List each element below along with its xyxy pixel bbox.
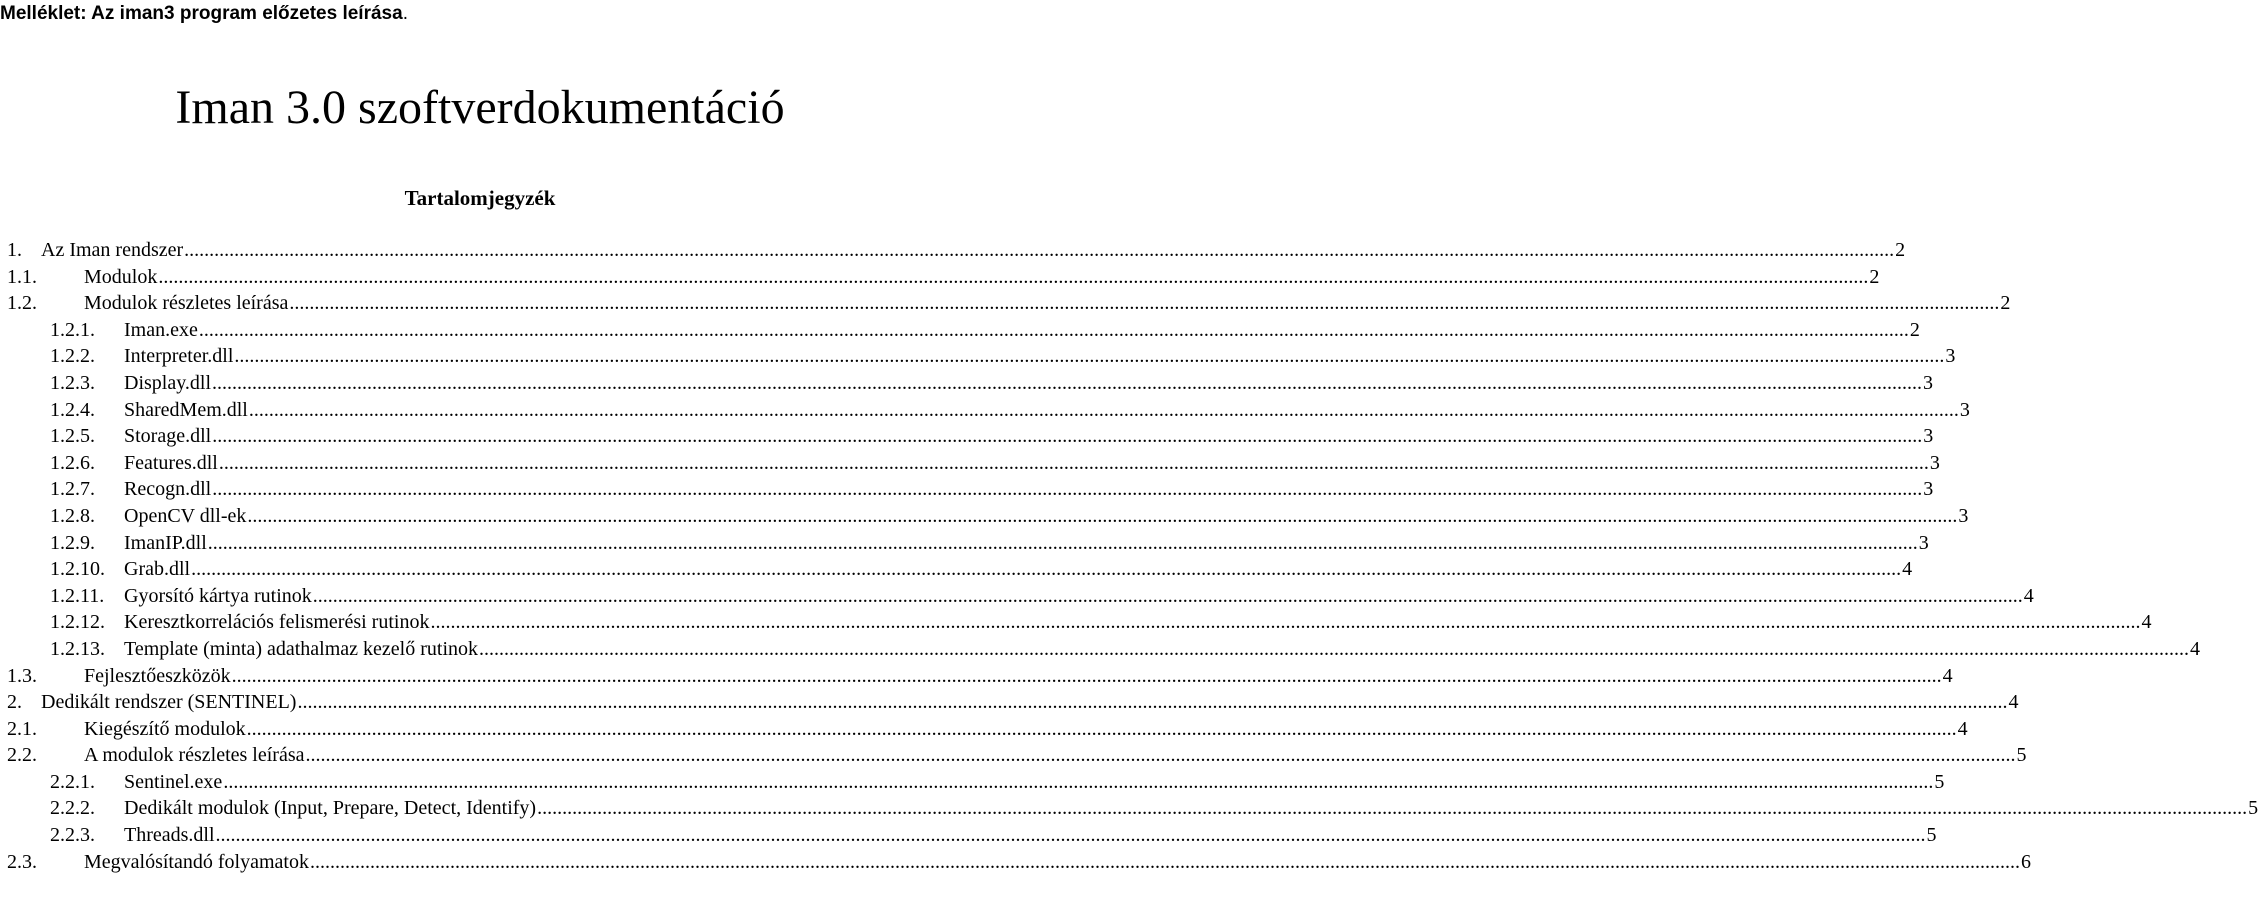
toc-entry-title: SharedMem.dll [124, 398, 248, 421]
toc-dot-leader [297, 689, 2007, 715]
page-header [0, 2, 408, 26]
toc-dot-leader [232, 663, 1942, 689]
toc-entry-page: 5 [1934, 770, 1945, 793]
toc-entry-number: 1.2.2. [50, 345, 95, 368]
toc-entry-page: 4 [2190, 637, 2201, 660]
toc-entry-title: Features.dll [124, 451, 218, 474]
table-of-contents [7, 237, 2258, 875]
toc-entry-number: 1.2.6. [50, 451, 95, 474]
toc-entry-number: 1.2.10. [50, 558, 105, 581]
toc-entry-title: Fejlesztőeszközök [84, 664, 231, 687]
toc-entry-number: 2.2. [7, 744, 37, 767]
toc-entry[interactable] [7, 716, 1968, 743]
toc-entry-number: 2.2.3. [50, 824, 95, 847]
toc-entry-title: Kiegészítő modulok [84, 717, 246, 740]
toc-dot-leader [184, 237, 1894, 263]
toc-entry[interactable] [7, 849, 2031, 876]
toc-entry[interactable] [7, 663, 1953, 690]
document-title: Iman 3.0 szoftverdokumentáció [175, 81, 785, 134]
toc-dot-leader [191, 556, 1901, 582]
toc-entry[interactable] [7, 317, 1920, 344]
toc-entry-number: 1.2.1. [50, 318, 95, 341]
toc-entry[interactable] [7, 423, 1934, 450]
toc-entry-page: 3 [1959, 398, 1970, 421]
toc-dot-leader [199, 317, 1909, 343]
toc-entry-title: Keresztkorrelációs felismerési rutinok [124, 611, 430, 634]
toc-entry-title: OpenCV dll-ek [124, 504, 247, 527]
toc-entry-page: 3 [1923, 425, 1934, 448]
toc-dot-leader [313, 583, 2023, 609]
toc-entry-number: 1.2.11. [50, 584, 105, 607]
toc-entry-page: 2 [1869, 265, 1880, 288]
toc-entry-number: 1.2. [7, 292, 37, 315]
toc-entry[interactable] [7, 530, 1929, 557]
toc-entry[interactable] [7, 689, 2019, 716]
toc-entry-number: 1.1. [7, 265, 37, 288]
toc-entry-number: 1.2.7. [50, 478, 95, 501]
toc-dot-leader [223, 769, 1933, 795]
toc-entry-page: 3 [1923, 371, 1934, 394]
toc-entry[interactable] [7, 609, 2152, 636]
header-text: Melléklet: Az iman3 program előzetes leírása [0, 3, 403, 24]
toc-entry-number: 1.2.5. [50, 425, 95, 448]
toc-entry-number: 2.2.2. [50, 797, 95, 820]
toc-entry-page: 6 [2020, 850, 2031, 873]
toc-entry-number: 2.1. [7, 717, 37, 740]
toc-entry[interactable] [7, 769, 1945, 796]
toc-entry[interactable] [7, 237, 1906, 264]
toc-dot-leader [310, 849, 2020, 875]
toc-entry-page: 4 [2023, 584, 2034, 607]
toc-entry[interactable] [7, 476, 1934, 503]
toc-entry-page: 3 [1923, 478, 1934, 501]
toc-entry[interactable] [7, 636, 2201, 663]
toc-entry-title: Threads.dll [124, 824, 215, 847]
toc-entry-number: 1.2.13. [50, 637, 105, 660]
toc-dot-leader [212, 476, 1922, 502]
toc-entry-title: Az Iman rendszer [41, 239, 184, 261]
toc-dot-leader [212, 423, 1922, 449]
toc-entry[interactable] [7, 742, 2027, 769]
toc-entry-page: 4 [1957, 717, 1968, 740]
toc-entry-page: 5 [2016, 744, 2027, 767]
toc-entry-title: Modulok [84, 265, 158, 288]
header-period: . [402, 3, 408, 24]
toc-dot-leader [247, 716, 1957, 742]
toc-entry[interactable] [7, 397, 1970, 424]
toc-entry-number: 2.2.1. [50, 770, 95, 793]
toc-entry-title: Storage.dll [124, 425, 212, 448]
toc-dot-leader [219, 450, 1929, 476]
toc-entry[interactable] [7, 822, 1937, 849]
toc-entry-number: 1.2.9. [50, 531, 95, 554]
toc-entry-number: 1.2.12. [50, 611, 105, 634]
toc-entry-title: Template (minta) adathalmaz kezelő rutinok [124, 637, 479, 660]
toc-dot-leader [479, 636, 2189, 662]
toc-dot-leader [208, 530, 1918, 556]
toc-entry-page: 3 [1929, 451, 1940, 474]
toc-dot-leader [234, 343, 1944, 369]
toc-entry[interactable] [7, 450, 1940, 477]
toc-entry-page: 4 [1942, 664, 1953, 687]
toc-entry-number: 1.2.4. [50, 398, 95, 421]
toc-entry-title: Display.dll [124, 371, 212, 394]
toc-entry-number: 2.3. [7, 850, 37, 873]
toc-dot-leader [430, 609, 2140, 635]
toc-entry-title: ImanIP.dll [124, 531, 207, 554]
toc-entry[interactable] [7, 264, 1880, 291]
toc-heading: Tartalomjegyzék [404, 186, 556, 210]
toc-dot-leader [247, 503, 1957, 529]
toc-dot-leader [306, 742, 2016, 768]
toc-entry-page: 2 [2000, 292, 2011, 315]
toc-dot-leader [249, 397, 1959, 423]
toc-entry-page: 2 [1895, 239, 1906, 261]
toc-entry[interactable] [7, 290, 2011, 317]
toc-entry-title: Iman.exe [124, 318, 198, 341]
toc-entry-title: Megvalósítandó folyamatok [84, 850, 309, 873]
toc-entry-page: 5 [2248, 797, 2258, 820]
toc-entry-title: Modulok részletes leírása [84, 292, 289, 315]
toc-entry-page: 3 [1958, 504, 1969, 527]
toc-entry-title: Dedikált rendszer (SENTINEL) [41, 691, 297, 714]
toc-entry-title: A modulok részletes leírása [84, 744, 305, 767]
toc-entry[interactable] [7, 583, 2034, 610]
toc-entry-number: 1.2.3. [50, 371, 95, 394]
toc-dot-leader [537, 795, 2247, 821]
toc-entry[interactable] [7, 343, 1956, 370]
toc-entry-page: 4 [2141, 611, 2152, 634]
toc-dot-leader [212, 370, 1922, 396]
toc-entry-page: 5 [1926, 824, 1937, 847]
toc-dot-leader [158, 264, 1868, 290]
toc-entry-title: Grab.dll [124, 558, 191, 581]
toc-entry-page: 4 [2008, 691, 2019, 714]
toc-entry-title: Gyorsító kártya rutinok [124, 584, 312, 607]
toc-entry-number: 1.3. [7, 664, 37, 687]
toc-entry-page: 3 [1918, 531, 1929, 554]
toc-entry-number: 1. [7, 239, 22, 261]
toc-entry[interactable] [7, 795, 2258, 822]
toc-dot-leader [289, 290, 1999, 316]
toc-entry[interactable] [7, 503, 1969, 530]
toc-entry-title: Sentinel.exe [124, 770, 223, 793]
toc-entry-title: Dedikált modulok (Input, Prepare, Detect, Identify) [124, 797, 537, 820]
toc-entry-page: 4 [1902, 558, 1913, 581]
toc-entry[interactable] [7, 556, 1913, 583]
toc-dot-leader [216, 822, 1926, 848]
toc-entry-title: Interpreter.dll [124, 345, 234, 368]
toc-entry-number: 2. [7, 691, 22, 714]
toc-entry-page: 3 [1945, 345, 1956, 368]
toc-entry-number: 1.2.8. [50, 504, 95, 527]
toc-entry-title: Recogn.dll [124, 478, 212, 501]
toc-entry-page: 2 [1909, 318, 1920, 341]
toc-entry[interactable] [7, 370, 1934, 397]
